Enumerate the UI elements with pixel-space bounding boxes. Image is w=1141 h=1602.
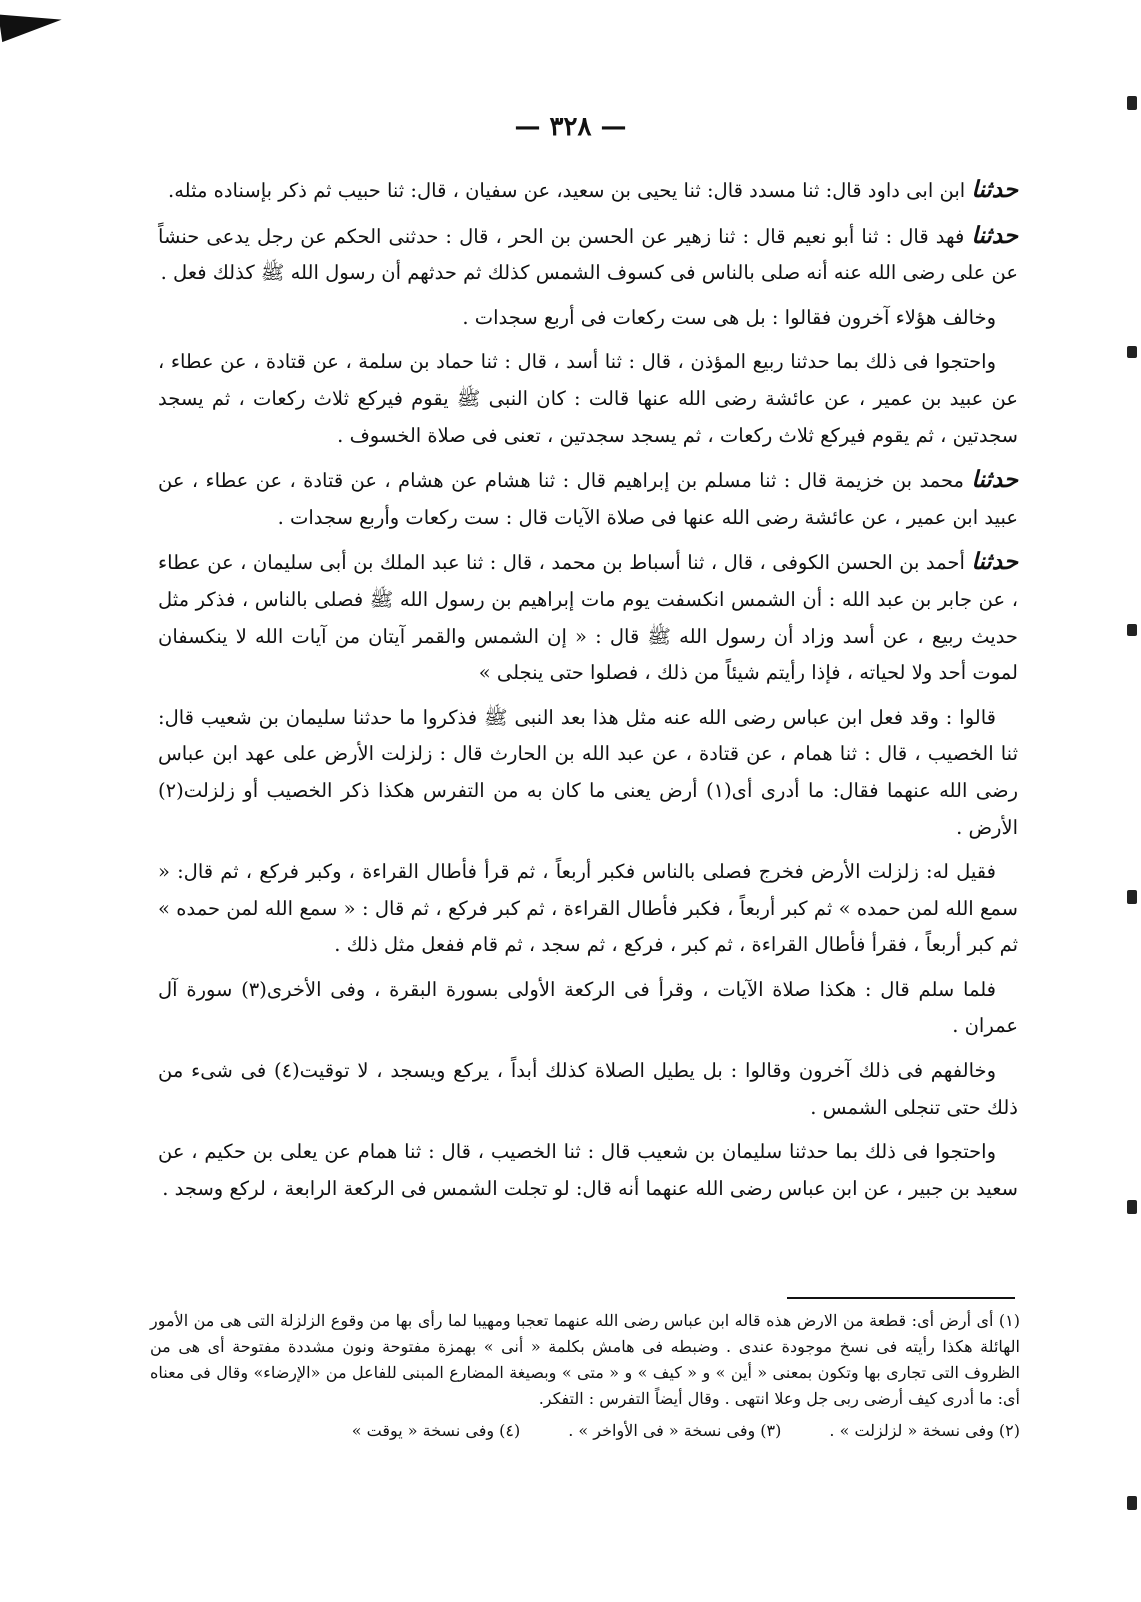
paragraph-text: واحتجوا فى ذلك بما حدثنا ربيع المؤذن ، قال : ثنا أسد ، قال : ثنا حماد بن سلمة ، عن قتادة ، عن عطاء ، عن عبيد بن عمير ، عن عائشة رضى الله عنها قالت : كان النبى ﷺ يقوم فيركع ثلاث ركعات ، ثم يسجد سجدتين ، ثم يقوم فيركع ثلاث ركعات ، ثم يسجد سجدتين ، تعنى فى صلاة الخسوف . bbox=[158, 350, 1018, 447]
footnote-row bbox=[150, 1418, 1020, 1444]
paragraph bbox=[158, 300, 1018, 337]
paragraph-text: أحمد بن الحسن الكوفى ، قال ، ثنا أسباط بن محمد ، قال : ثنا عبد الملك بن أبى سليمان ، عن عطاء ، عن جابر بن عبد الله : أن الشمس انكسفت يوم مات إبراهيم بن رسول الله ﷺ فصلى بالناس ، فذكر مثل حديث ربيع ، عن أسد وزاد أن رسول الله ﷺ قال : « إن الشمس والقمر آيتان من آيات الله لا ينكسفان لموت أحد ولا لحياته ، فإذا رأيتم شيئاً من ذلك ، فصلوا حتى ينجلى » bbox=[158, 551, 1018, 685]
paragraph bbox=[158, 1053, 1018, 1126]
footnote-2: (٢) وفى نسخة « لزلزلت » . bbox=[829, 1421, 1020, 1440]
paragraph-text: فقيل له: زلزلت الأرض فخرج فصلى بالناس فكبر أربعاً ، ثم قرأ فأطال القراءة ، وكبر فركع ، ثم قال: « سمع الله لمن حمده » ثم كبر أربعاً ، فكبر فأطال القراءة ، ثم كبر فركع ، ثم قال : « سمع الله لمن حمده » ثم كبر أربعاً ، فقرأ فأطال القراءة ، ثم كبر ، فركع ، ثم سجد ، ثم قام ففعل مثل ذلك . bbox=[158, 860, 1018, 957]
paragraph bbox=[158, 544, 1018, 691]
scan-edge-mark bbox=[1127, 890, 1137, 904]
paragraph bbox=[158, 218, 1018, 292]
paragraph-lead: حدثنا bbox=[971, 548, 1018, 576]
paragraph bbox=[158, 972, 1018, 1045]
paragraph-text: فلما سلم قال : هكذا صلاة الآيات ، وقرأ فى الركعة الأولى بسورة البقرة ، وفى الأخرى(٣) سورة آل عمران . bbox=[158, 977, 1018, 1038]
paragraph bbox=[158, 172, 1018, 210]
paragraph bbox=[158, 854, 1018, 964]
footnote-3: (٣) وفى نسخة « فى الأواخر » . bbox=[568, 1421, 782, 1440]
scan-edge-mark bbox=[1127, 96, 1137, 110]
footnote-divider bbox=[787, 1297, 1015, 1299]
footnote-4: (٤) وفى نسخة « يوقت » bbox=[351, 1421, 521, 1440]
scan-edge-mark bbox=[1127, 1200, 1137, 1214]
paragraph-text: واحتجوا فى ذلك بما حدثنا سليمان بن شعيب قال : ثنا الخصيب ، قال : ثنا همام عن يعلى بن حكيم ، عن سعيد بن جبير ، عن ابن عباس رضى الله عنهما أنه قال: لو تجلت الشمس فى الركعة الرابعة ، لركع وسجد . bbox=[158, 1140, 1018, 1200]
scan-corner-mark bbox=[0, 6, 64, 42]
paragraph-lead: حدثنا bbox=[971, 221, 1018, 249]
paragraph bbox=[158, 344, 1018, 454]
footnote-1: (١) أى أرض أى: قطعة من الارض هذه قاله ابن عباس رضى الله عنهما تعجبا ومهيبا لما رأى بها من وقوع الزلزلة التى هى من الأمور الهائلة هكذا رأيته فى نسخ موجودة عندى . وضبطه فى هامش بكلمة « أنى » بهمزة مفتوحة ونون مشددة مفتوحة أى هى من الظروف التى تجارى بها وتكون بمعنى « أين » و « كيف » و « متى » وبصيغة المضارع المبنى للفاعل من «الإرضاء» وقال فى معناه أى: ما أدرى كيف أرضى ربى جل وعلا انتهى . وقال أيضاً التفرس : التفكر. bbox=[150, 1311, 1021, 1408]
paragraph-text: محمد بن خزيمة قال : ثنا مسلم بن إبراهيم قال : ثنا هشام عن هشام ، عن قتادة ، عن عطاء ، عن عبيد ابن عمير ، عن عائشة رضى الله عنها فى صلاة الآيات قال : ست ركعات وأربع سجدات . bbox=[158, 469, 1018, 529]
paragraph bbox=[158, 700, 1018, 846]
paragraph-lead: حدثنا bbox=[971, 466, 1018, 494]
footnotes bbox=[150, 1308, 1020, 1444]
main-text bbox=[158, 172, 1018, 1215]
page-number: — ٣٢٨ — bbox=[514, 112, 627, 142]
paragraph-text: وخالفهم فى ذلك آخرون وقالوا : بل يطيل الصلاة كذلك أبداً ، يركع ويسجد ، لا توقيت(٤) فى شىء من ذلك حتى تنجلى الشمس . bbox=[158, 1059, 1018, 1119]
paragraph-text: قالوا : وقد فعل ابن عباس رضى الله عنه مثل هذا بعد النبى ﷺ فذكروا ما حدثنا سليمان بن شعيب قال: ثنا الخصيب ، قال : ثنا همام ، عن قتادة ، عن عبد الله بن الحارث قال : زلزلت الأرض على عهد ابن عباس رضى الله عنهما فقال: ما أدرى أى(١) أرض يعنى ما كان به من التفرس هكذا ذكر الخصيب أو زلزلت(٢) الأرض . bbox=[158, 705, 1018, 839]
paragraph-text: ابن ابى داود قال: ثنا مسدد قال: ثنا يحيى بن سعيد، عن سفيان ، قال: ثنا حبيب ثم ذكر بإسناده مثله. bbox=[168, 179, 972, 202]
paragraph-lead: حدثنا bbox=[971, 176, 1018, 203]
paragraph-text: فهد قال : ثنا أبو نعيم قال : ثنا زهير عن الحسن بن الحر ، قال : حدثنى الحكم عن رجل يدعى حنشاً عن على رضى الله عنه أنه صلى بالناس فى كسوف الشمس كذلك ثم حدثهم أن رسول الله ﷺ كذلك فعل . bbox=[158, 224, 1018, 285]
scan-edge-mark bbox=[1127, 1496, 1137, 1510]
scan-edge-mark bbox=[1127, 624, 1137, 636]
paragraph bbox=[158, 1134, 1018, 1207]
paragraph-text: وخالف هؤلاء آخرون فقالوا : بل هى ست ركعات فى أربع سجدات . bbox=[462, 305, 996, 329]
scan-edge-mark bbox=[1127, 346, 1137, 358]
paragraph bbox=[158, 462, 1018, 536]
